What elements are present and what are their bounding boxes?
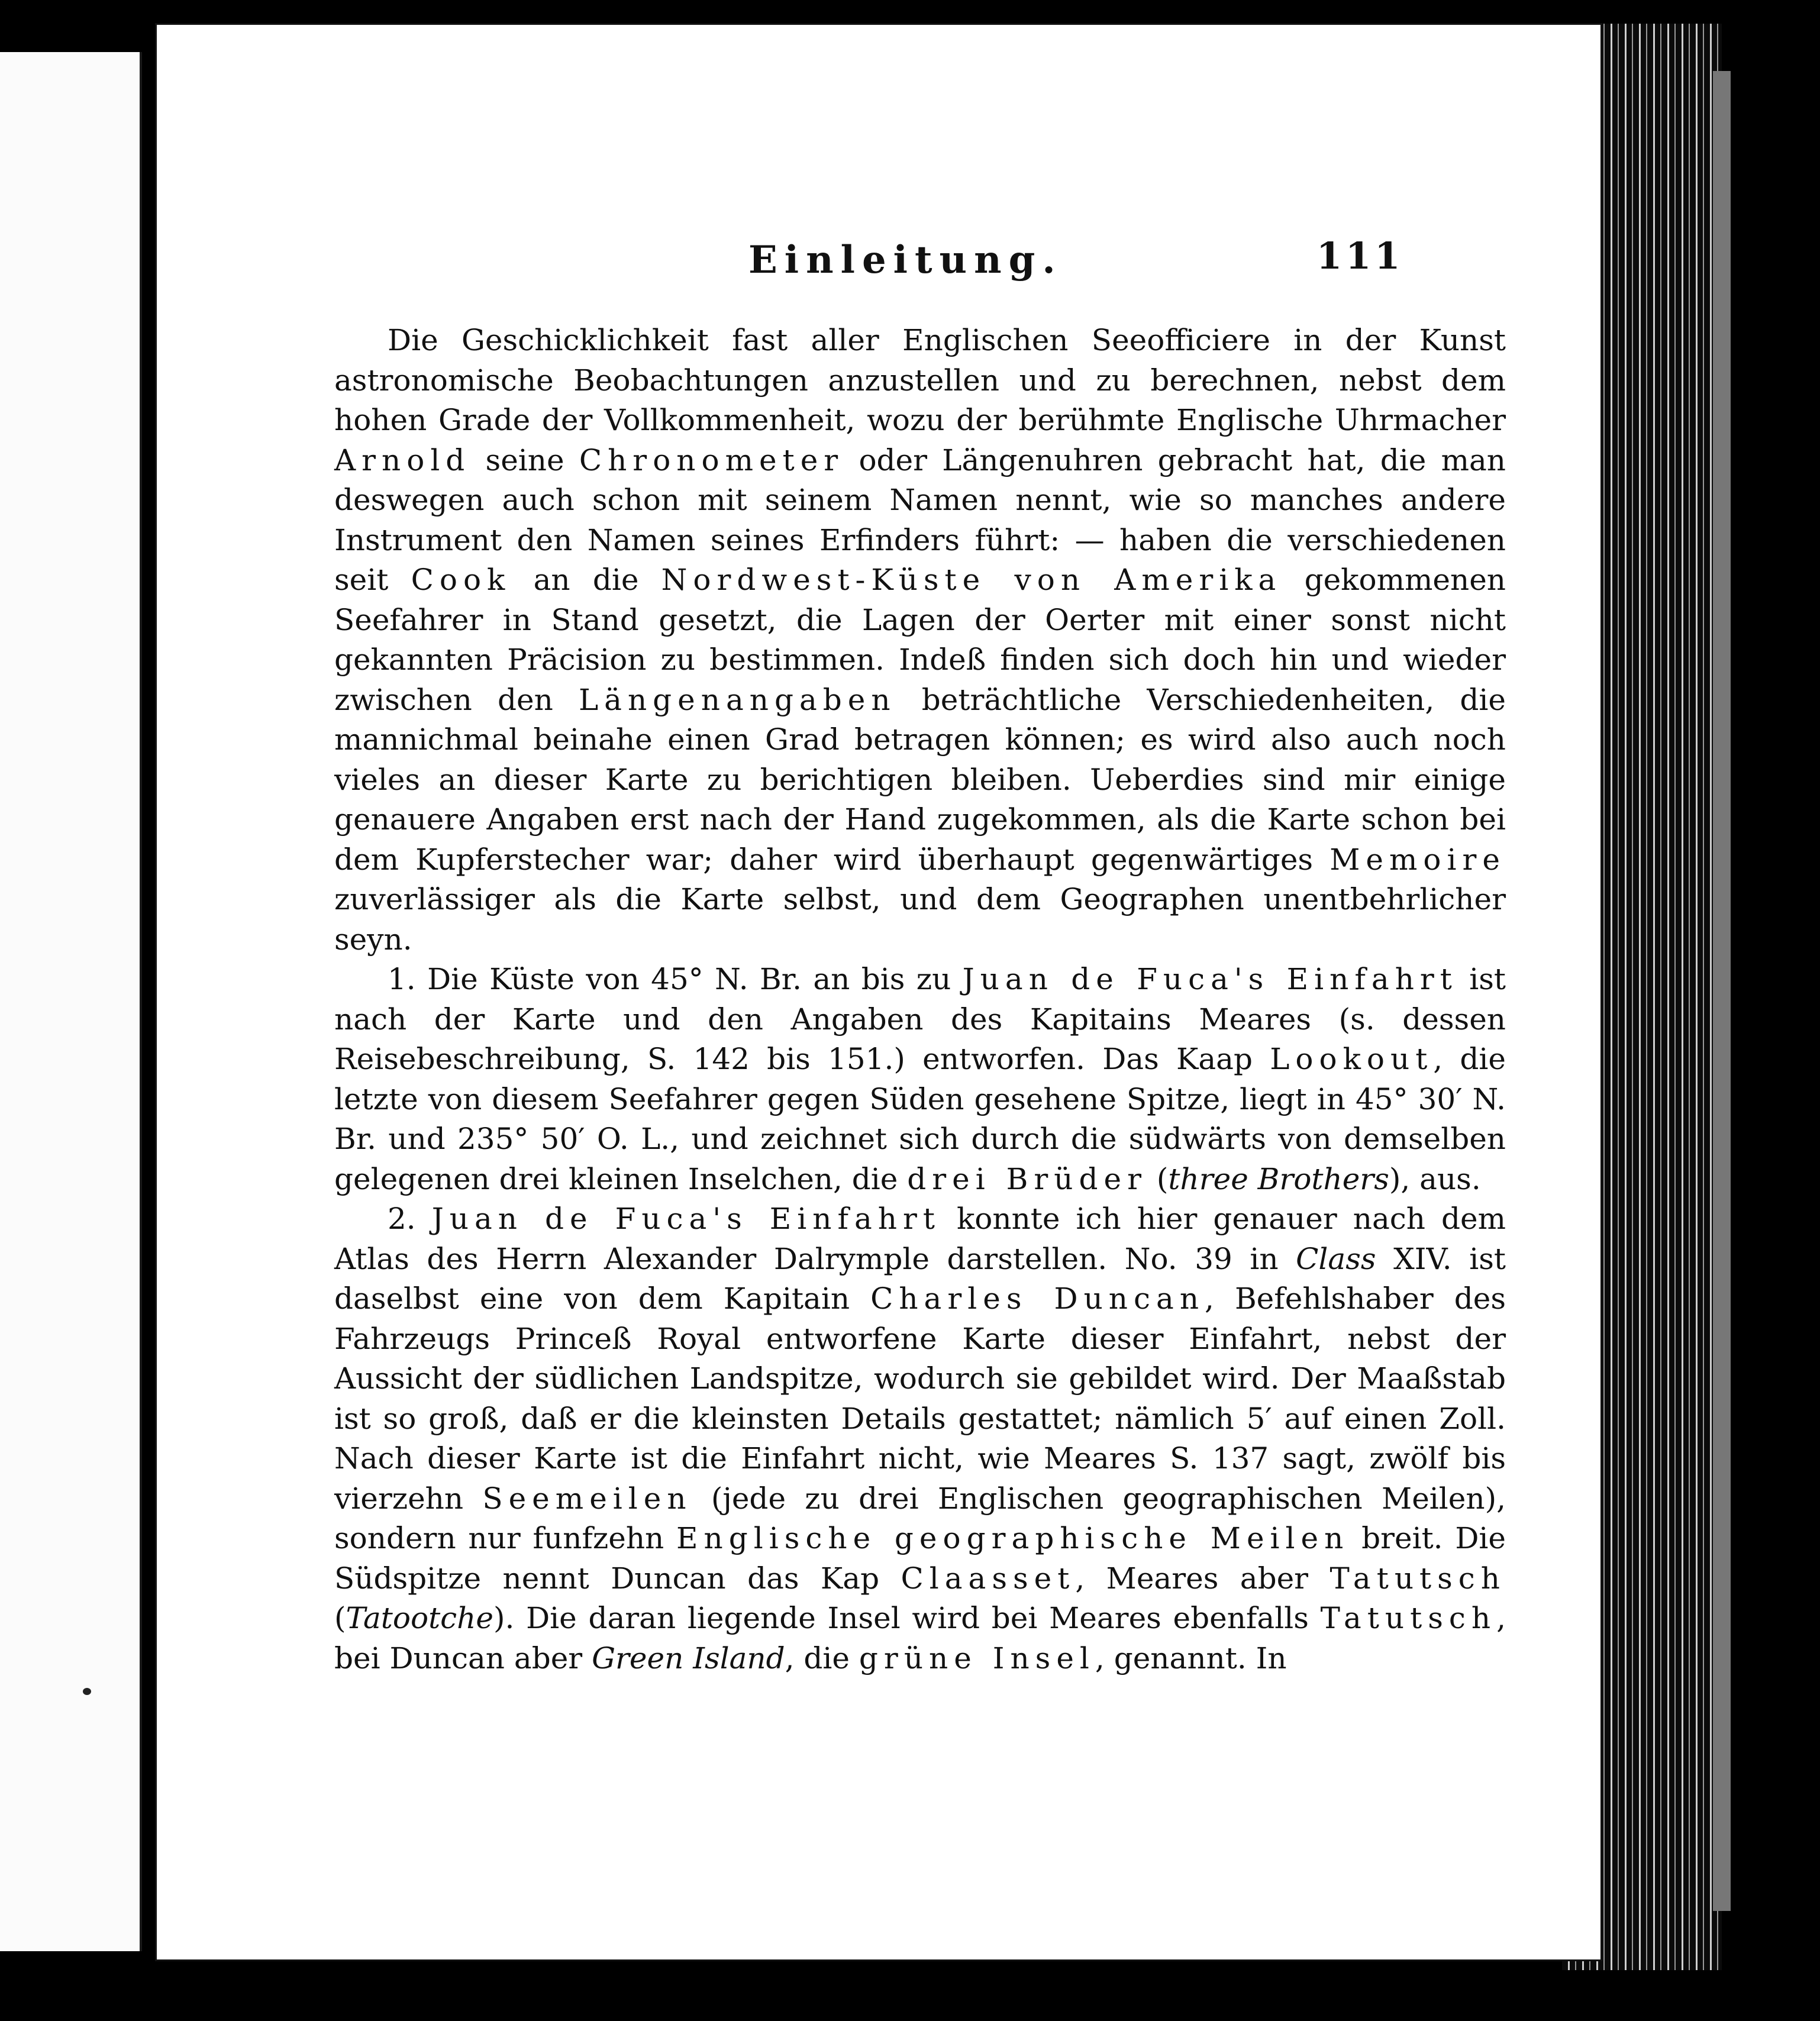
text-run: (	[1147, 1161, 1169, 1196]
italic-term: Green Island	[592, 1641, 785, 1675]
paragraph-2	[334, 1199, 1506, 1678]
spaced-term: Englische geographische Meilen	[676, 1521, 1350, 1555]
text-run: Die Geschicklichkeit fast aller Englischen Seeofficiere in der Kunst astronomische Beobachtungen anzustellen und zu berechnen, nebst dem hohen Grade der Vollkommenheit, wozu der berühmte Englische Uhrmacher	[334, 323, 1506, 437]
text-run: 1. Die Küste von 45° N. Br. an bis zu	[388, 962, 963, 996]
page-title: Einleitung.	[748, 238, 1063, 282]
italic-term: Class	[1296, 1241, 1376, 1276]
spaced-term: Charles Duncan	[870, 1281, 1205, 1316]
page-number: 111	[1316, 234, 1404, 277]
text-run: , die	[785, 1641, 859, 1675]
running-head	[157, 234, 1600, 285]
spaced-term: Cook	[411, 563, 511, 597]
body-text	[334, 321, 1506, 1678]
spaced-term: Claasset	[901, 1561, 1076, 1596]
text-run: (jede zu drei Englischen geographischen Meilen), sondern nur funfzehn	[334, 1481, 1506, 1555]
text-run: 2.	[388, 1202, 432, 1236]
spaced-term: Juan de Fuca's Einfahrt	[962, 962, 1458, 996]
text-run: XIV. ist daselbst eine von dem Kapitain	[334, 1241, 1506, 1316]
spaced-term: Tatutsch	[1320, 1601, 1497, 1635]
text-run: beträchtliche Verschiedenheiten, die mannichmal beinahe einen Grad betragen können; es wird also auch noch vieles an dieser Karte zu berichtigen bleiben. Ueberdies sind mir einige genauere Angaben erst nach der Hand zugekommen, als die Karte schon bei dem Kupferstecher war; daher wird überhaupt gegenwärtiges	[334, 682, 1506, 877]
spaced-term: Nordwest-Küste von Amerika	[661, 563, 1282, 597]
spaced-term: Juan de Fuca's Einfahrt	[431, 1202, 941, 1236]
text-run: ist nach der Karte und den Angaben des Kapitains Meares (s. dessen Reisebeschreibung, S. 142 bis 151.) entworfen. Das Kaap	[334, 962, 1506, 1076]
page-edge-shade	[1713, 71, 1731, 1911]
paragraph-1	[334, 960, 1506, 1199]
text-run: , Meares aber	[1075, 1561, 1330, 1596]
text-run: an die	[511, 563, 661, 597]
text-run: , genannt. In	[1095, 1641, 1287, 1675]
italic-term: Tatootche	[346, 1601, 493, 1635]
text-run: konnte ich hier genauer nach dem Atlas des Herrn Alexander Dalrymple darstellen. No. 39 in	[334, 1202, 1506, 1276]
text-run: oder Längenuhren gebracht hat, die man deswegen auch schon mit seinem Namen nennt, wie so manches andere Instrument den Namen seines Erfinders führt: — haben die verschiedenen seit	[334, 443, 1506, 597]
text-run: , bei Duncan aber	[334, 1601, 1506, 1675]
ink-speck	[83, 1688, 91, 1695]
paragraph-intro	[334, 321, 1506, 960]
spaced-term: drei Brüder	[907, 1161, 1147, 1196]
text-run: zuverlässiger als die Karte selbst, und dem Geographen unentbehrlicher seyn.	[334, 882, 1506, 957]
text-run: seine	[470, 443, 579, 477]
text-run: gekommenen Seefahrer in Stand gesetzt, die Lagen der Oerter mit einer sonst nicht gekannten Präcision zu bestimmen. Indeß finden sich doch hin und wieder zwischen den	[334, 563, 1506, 717]
book-page	[157, 25, 1600, 1959]
left-facing-page	[0, 52, 142, 1951]
italic-term: three Brothers	[1168, 1161, 1389, 1196]
text-run: (	[334, 1601, 346, 1635]
spaced-term: grüne Insel	[859, 1641, 1095, 1675]
spaced-term: Chronometer	[579, 443, 844, 477]
text-run: , die letzte von diesem Seefahrer gegen Süden gesehene Spitze, liegt in 45° 30′ N. Br. und 235° 50′ O. L., und zeichnet sich durch die südwärts von demselben gelegenen drei kleinen Inselchen, die	[334, 1042, 1506, 1196]
text-run: ), aus.	[1389, 1161, 1481, 1196]
spaced-term: Arnold	[334, 443, 471, 477]
spaced-term: Seemeilen	[482, 1481, 692, 1516]
text-run: ). Die daran liegende Insel wird bei Meares ebenfalls	[493, 1601, 1321, 1635]
spaced-term: Lookout	[1270, 1042, 1434, 1076]
spaced-term: Memoire	[1329, 842, 1506, 877]
spaced-term: Tatutsch	[1329, 1561, 1506, 1596]
spaced-term: Längenangaben	[578, 682, 896, 717]
text-run: breit. Die Südspitze nennt Duncan das Kap	[334, 1521, 1506, 1596]
text-run: , Befehlshaber des Fahrzeugs Princeß Royal entworfene Karte dieser Einfahrt, nebst der Aussicht der südlichen Landspitze, wodurch sie gebildet wird. Der Maaßstab ist so groß, daß er die kleinsten Details gestattet; nämlich 5′ auf einen Zoll. Nach dieser Karte ist die Einfahrt nicht, wie Meares S. 137 sagt, zwölf bis vierzehn	[334, 1281, 1506, 1516]
